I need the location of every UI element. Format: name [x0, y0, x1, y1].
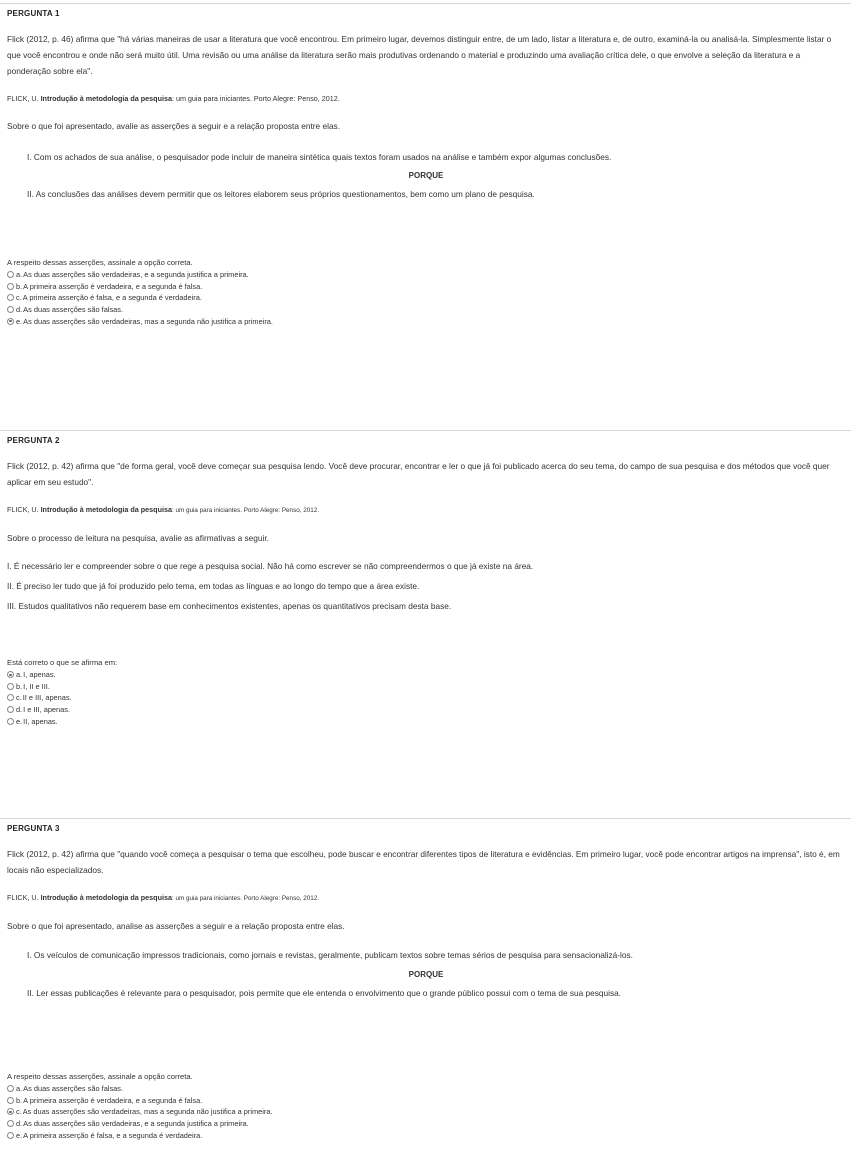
- option-a[interactable]: [7, 669, 117, 681]
- option-letter: b.: [16, 681, 23, 691]
- assertion-1: I. Com os achados de sua análise, o pesquisador pode incluir de maneira sintética quais textos foram usados na análise e também expor algumas conclusões.: [27, 152, 612, 162]
- question-divider: [0, 3, 851, 4]
- option-letter: c.: [16, 1107, 22, 1117]
- option-letter: d.: [16, 705, 23, 715]
- option-text: II, apenas.: [23, 716, 58, 726]
- statement-2: II. É preciso ler tudo que já foi produzido pelo tema, em todas as línguas e ao longo do tempo que a área existe.: [7, 581, 420, 591]
- reference-title: Introdução à metodologia da pesquisa: [40, 505, 172, 514]
- question-1: [0, 3, 851, 423]
- option-text: As duas asserções são verdadeiras, mas a segunda não justifica a primeira.: [22, 1107, 273, 1117]
- question-divider: [0, 818, 851, 819]
- reference: [7, 890, 845, 907]
- option-letter: b.: [16, 281, 23, 291]
- option-letter: c.: [16, 293, 22, 303]
- option-d[interactable]: [7, 1118, 273, 1130]
- radio-button-selected[interactable]: [7, 671, 14, 678]
- question-intro: Flick (2012, p. 42) afirma que "de forma geral, você deve começar sua pesquisa lendo. Você deve procurar, encontrar e ler o que já foi publicado acerca do seu tema, do campo de sua pesquisa e dos métodos que você quer aplicar em seu estudo".: [7, 461, 830, 487]
- option-letter: e.: [16, 1130, 23, 1140]
- option-letter: a.: [16, 670, 23, 680]
- option-e[interactable]: [7, 1129, 273, 1141]
- answer-options: [7, 256, 273, 327]
- question-title: PERGUNTA 1: [7, 9, 60, 18]
- options-question: A respeito dessas asserções, assinale a opção correta.: [7, 1072, 193, 1081]
- radio-button[interactable]: [7, 706, 14, 713]
- option-a[interactable]: [7, 269, 273, 281]
- option-c[interactable]: [7, 692, 117, 704]
- radio-button[interactable]: [7, 694, 14, 701]
- option-b[interactable]: [7, 281, 273, 293]
- option-b[interactable]: [7, 681, 117, 693]
- assertion-1: I. Os veículos de comunicação impressos tradicionais, como jornais e revistas, geralmente, publicam textos sobre temas sérios de pesquisa para sensacionalizá-los.: [27, 950, 633, 960]
- option-text: A primeira asserção é falsa, e a segunda é verdadeira.: [22, 293, 202, 303]
- option-c[interactable]: [7, 292, 273, 304]
- question-title: PERGUNTA 3: [7, 824, 60, 833]
- option-d[interactable]: [7, 304, 273, 316]
- option-letter: d.: [16, 1119, 23, 1129]
- option-text: A primeira asserção é falsa, e a segunda é verdadeira.: [23, 1130, 203, 1140]
- reference-author: FLICK, U.: [7, 94, 39, 103]
- reference: [7, 502, 845, 519]
- question-body: [7, 458, 845, 614]
- answer-options: [7, 656, 117, 727]
- option-b[interactable]: [7, 1095, 273, 1107]
- option-text: I e III, apenas.: [23, 705, 71, 715]
- question-body: [7, 846, 845, 1001]
- option-letter: b.: [16, 1095, 23, 1105]
- connector-porque: PORQUE: [408, 970, 444, 979]
- question-intro: Flick (2012, p. 42) afirma que "quando você começa a pesquisar o tema que escolheu, pode buscar e encontrar diferentes tipos de literatura e evidências. Em primeiro lugar, você pode encontrar artigos na imprensa", isto é, em locais não especializados.: [7, 849, 840, 875]
- option-letter: d.: [16, 305, 23, 315]
- option-text: As duas asserções são falsas.: [23, 1084, 123, 1094]
- option-letter: e.: [16, 316, 23, 326]
- question-intro: Flick (2012, p. 46) afirma que "há várias maneiras de usar a literatura que você encontrou. Em primeiro lugar, devemos distinguir entre, de um lado, listar a literatura e, de outro, examiná-la ou analisá-la. Simplesmente listar o que você encontrou e onde não será muito útil. Uma revisão ou uma análise da literatura serão mais produtivas ordenando o material e produzindo uma avaliação crítica dele, o que envolve a seleção da literatura e a ponderação sobre ela".: [7, 34, 832, 76]
- radio-button[interactable]: [7, 1085, 14, 1092]
- question-divider: [0, 430, 851, 431]
- radio-button[interactable]: [7, 1097, 14, 1104]
- radio-button[interactable]: [7, 283, 14, 290]
- option-letter: a.: [16, 270, 23, 280]
- option-e[interactable]: [7, 315, 273, 327]
- radio-button[interactable]: [7, 718, 14, 725]
- statement-1: I. É necessário ler e compreender sobre o que rege a pesquisa social. Não há como escrever se não compreendermos o que já existe na área.: [7, 561, 534, 571]
- reference-rest: : um guia para iniciantes. Porto Alegre: Penso, 2012.: [171, 94, 340, 103]
- question-prompt: Sobre o que foi apresentado, analise as asserções a seguir e a relação proposta entre elas.: [7, 921, 345, 931]
- answer-options: [7, 1070, 273, 1141]
- reference-rest: : um guia para iniciantes. Porto Alegre: Penso, 2012.: [171, 895, 319, 902]
- question-title: PERGUNTA 2: [7, 436, 60, 445]
- option-text: I, apenas.: [23, 670, 56, 680]
- assertion-2: II. As conclusões das análises devem permitir que os leitores elaborem seus próprios questionamentos, bem como um plano de pesquisa.: [27, 189, 535, 199]
- reference-author: FLICK, U.: [7, 893, 39, 902]
- reference-author: FLICK, U.: [7, 505, 39, 514]
- question-body: [7, 31, 845, 202]
- radio-button-selected[interactable]: [7, 318, 14, 325]
- options-question: A respeito dessas asserções, assinale a opção correta.: [7, 258, 193, 267]
- radio-button[interactable]: [7, 306, 14, 313]
- radio-button[interactable]: [7, 294, 14, 301]
- options-question: Está correto o que se afirma em:: [7, 658, 118, 667]
- reference-title: Introdução à metodologia da pesquisa: [40, 893, 172, 902]
- radio-button[interactable]: [7, 683, 14, 690]
- reference: [7, 91, 845, 107]
- option-text: As duas asserções são verdadeiras, e a segunda justifica a primeira.: [23, 270, 249, 280]
- radio-button-selected[interactable]: [7, 1108, 14, 1115]
- option-text: As duas asserções são verdadeiras, mas a segunda não justifica a primeira.: [23, 316, 273, 326]
- radio-button[interactable]: [7, 1132, 14, 1139]
- question-prompt: Sobre o que foi apresentado, avalie as asserções a seguir e a relação proposta entre elas.: [7, 121, 341, 131]
- option-text: As duas asserções são verdadeiras, e a segunda justifica a primeira.: [23, 1119, 249, 1129]
- option-text: I, II e III.: [23, 681, 50, 691]
- option-a[interactable]: [7, 1083, 273, 1095]
- question-3: [0, 818, 851, 1155]
- statement-3: III. Estudos qualitativos não requerem base em conhecimentos existentes, apenas os quantitativos precisam desta base.: [7, 601, 452, 611]
- reference-title: Introdução à metodologia da pesquisa: [40, 94, 172, 103]
- option-letter: c.: [16, 693, 22, 703]
- question-2: [0, 430, 851, 815]
- reference-rest: : um guia para iniciantes. Porto Alegre: Penso, 2012.: [171, 507, 319, 514]
- option-letter: a.: [16, 1084, 23, 1094]
- option-c[interactable]: [7, 1106, 273, 1118]
- radio-button[interactable]: [7, 1120, 14, 1127]
- option-text: As duas asserções são falsas.: [23, 305, 123, 315]
- option-letter: e.: [16, 716, 23, 726]
- question-prompt: Sobre o processo de leitura na pesquisa, avalie as afirmativas a seguir.: [7, 533, 269, 543]
- option-text: II e III, apenas.: [22, 693, 72, 703]
- option-text: A primeira asserção é verdadeira, e a segunda é falsa.: [23, 1095, 203, 1105]
- option-e[interactable]: [7, 715, 117, 727]
- option-text: A primeira asserção é verdadeira, e a segunda é falsa.: [23, 281, 203, 291]
- option-d[interactable]: [7, 704, 117, 716]
- assertion-2: II. Ler essas publicações é relevante para o pesquisador, pois permite que ele entenda o envolvimento que o grande público possui com o tema de sua pesquisa.: [27, 988, 622, 998]
- connector-porque: PORQUE: [408, 171, 444, 180]
- radio-button[interactable]: [7, 271, 14, 278]
